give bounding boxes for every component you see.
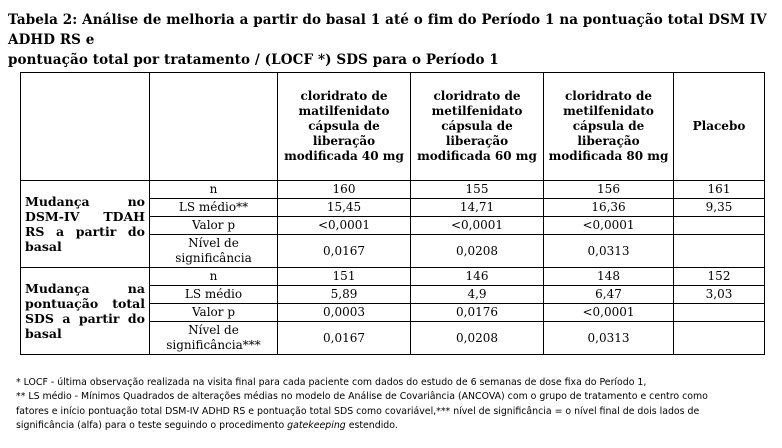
group-label-line: basal bbox=[25, 326, 62, 341]
footnote-line-3: fatores e início pontuação total DSM-IV ADHD RS e pontuação total SDS como covariável,*** nível de significância = o nível final de dois lados de bbox=[16, 405, 700, 417]
cell-value: 16,36 bbox=[544, 199, 674, 217]
table-row bbox=[21, 268, 765, 286]
footnote-line-2: ** LS médio - Mínimos Quadrados de alterações médias no modelo de Análise de Covariância (ANCOVA) com o grupo de tratamento e centro como bbox=[16, 391, 708, 403]
cell-value: 0,0003 bbox=[278, 304, 411, 322]
header-row bbox=[21, 73, 765, 181]
cell-value bbox=[674, 322, 765, 355]
cell-value: 14,71 bbox=[411, 199, 544, 217]
table-row bbox=[21, 181, 765, 199]
footnote-line-1: * LOCF - última observação realizada na visita final para cada paciente com dados do estudo de 6 semanas de dose fixa do Período 1, bbox=[16, 377, 647, 388]
cell-value: 4,9 bbox=[411, 286, 544, 304]
group-label-line: pontuação total bbox=[25, 296, 145, 311]
row-label: Valor p bbox=[150, 304, 278, 322]
group-label-line: SDS a partir do bbox=[25, 311, 145, 326]
cell-value: 0,0167 bbox=[278, 322, 411, 355]
group-label-line: Mudança na bbox=[25, 281, 145, 296]
cell-value: <0,0001 bbox=[544, 217, 674, 235]
cell-value: 6,47 bbox=[544, 286, 674, 304]
header-dose-80: cloridrato de metilfenidato cápsula de liberação modificada 80 mg bbox=[544, 73, 674, 181]
row-label: n bbox=[150, 181, 278, 199]
footnote-line-4 bbox=[16, 419, 776, 433]
cell-value: 148 bbox=[544, 268, 674, 286]
cell-value: 146 bbox=[411, 268, 544, 286]
cell-value: 9,35 bbox=[674, 199, 765, 217]
group-label-dsm bbox=[21, 181, 150, 268]
group-label-sds bbox=[21, 268, 150, 355]
row-label: n bbox=[150, 268, 278, 286]
cell-value bbox=[674, 217, 765, 235]
group-label-line: DSM-IV TDAH bbox=[25, 209, 145, 224]
cell-value: 5,89 bbox=[278, 286, 411, 304]
header-placebo: Placebo bbox=[674, 73, 765, 181]
results-table bbox=[20, 72, 765, 355]
cell-value: 0,0167 bbox=[278, 235, 411, 268]
cell-value: 156 bbox=[544, 181, 674, 199]
cell-value: 0,0176 bbox=[411, 304, 544, 322]
cell-value: <0,0001 bbox=[278, 217, 411, 235]
cell-value: 151 bbox=[278, 268, 411, 286]
cell-value bbox=[674, 235, 765, 268]
cell-value: 152 bbox=[674, 268, 765, 286]
cell-value bbox=[674, 304, 765, 322]
cell-value: 15,45 bbox=[278, 199, 411, 217]
row-label: Nível de significância*** bbox=[150, 322, 278, 355]
cell-value: 3,03 bbox=[674, 286, 765, 304]
caption-line-2: pontuação total por tratamento / (LOCF *) SDS para o Período 1 bbox=[8, 52, 499, 68]
cell-value: 0,0208 bbox=[411, 235, 544, 268]
header-empty-1 bbox=[21, 73, 150, 181]
footnote-line-4-pre: significância (alfa) para o teste seguindo o procedimento bbox=[16, 419, 288, 431]
group-label-line: RS a partir do bbox=[25, 224, 145, 239]
table-caption bbox=[8, 10, 774, 70]
cell-value: <0,0001 bbox=[544, 304, 674, 322]
row-label: LS médio** bbox=[150, 199, 278, 217]
cell-value: 155 bbox=[411, 181, 544, 199]
header-empty-2 bbox=[150, 73, 278, 181]
row-label: LS médio bbox=[150, 286, 278, 304]
footnotes bbox=[16, 376, 776, 433]
group-label-line: basal bbox=[25, 239, 62, 254]
row-label: Nível de significância bbox=[150, 235, 278, 268]
row-label: Valor p bbox=[150, 217, 278, 235]
footnote-line-4-post: estendido. bbox=[345, 419, 398, 431]
cell-value: 161 bbox=[674, 181, 765, 199]
caption-line-1: Tabela 2: Análise de melhoria a partir do basal 1 até o fim do Período 1 na pontuação total DSM IV ADHD RS e bbox=[8, 12, 767, 48]
cell-value: 160 bbox=[278, 181, 411, 199]
group-label-line: Mudança no bbox=[25, 194, 145, 209]
footnote-line-4-em: gatekeeping bbox=[287, 419, 346, 431]
header-dose-40: cloridrato de matilfenidato cápsula de liberação modificada 40 mg bbox=[278, 73, 411, 181]
cell-value: 0,0208 bbox=[411, 322, 544, 355]
cell-value: <0,0001 bbox=[411, 217, 544, 235]
cell-value: 0,0313 bbox=[544, 235, 674, 268]
cell-value: 0,0313 bbox=[544, 322, 674, 355]
header-dose-60: cloridrato de metilfenidato cápsula de liberação modificada 60 mg bbox=[411, 73, 544, 181]
